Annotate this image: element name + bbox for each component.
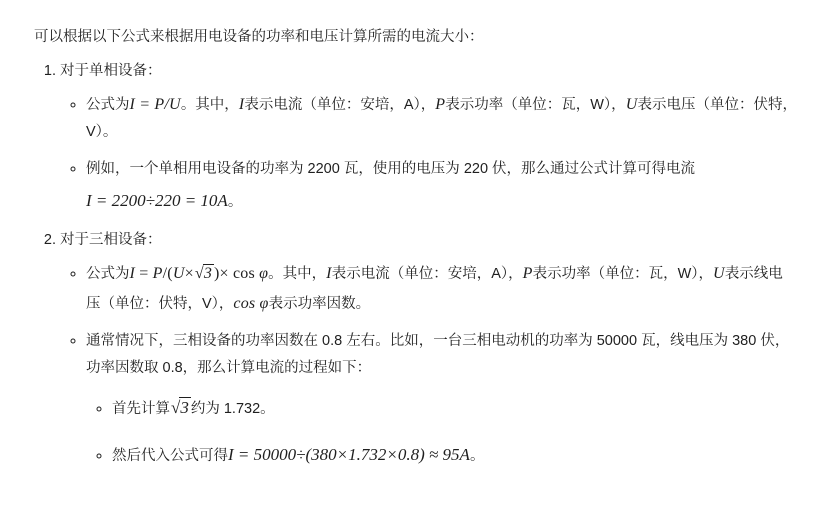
- ordered-list: [34, 59, 797, 473]
- bullet-text: 。: [469, 448, 485, 465]
- formula-three-phase: I = P/(U×√3 )× cos φ: [130, 265, 269, 282]
- bullet-text: 表示线电压（单位：伏特，V），: [86, 266, 783, 312]
- bullet-text: 。: [227, 194, 243, 211]
- formula-example-three-phase: I = 50000÷(380×1.732×0.8) ≈ 95A: [228, 445, 470, 465]
- bullet-text: 例如，一个单相用电设备的功率为 2200 瓦，使用的电压为 220 伏，那么通过公式计算可得电流: [86, 161, 696, 178]
- sqrt-icon: √3: [194, 265, 213, 283]
- bullet-text: 表示电流（单位：安培，A），: [331, 266, 523, 283]
- list-item-three-phase: [60, 228, 797, 472]
- sublist-three-phase: [60, 259, 797, 473]
- bullet-text: 首先计算: [112, 400, 170, 417]
- bullet-text: 表示电压（单位：伏特，V）。: [86, 96, 797, 141]
- symbol-power: P: [435, 95, 446, 113]
- bullet-text: 。其中，: [180, 96, 239, 113]
- section-heading: 对于单相设备：: [60, 63, 162, 80]
- sublist-calculation-steps: [86, 390, 797, 473]
- symbol-current: I: [326, 265, 332, 283]
- list-item-single-phase: [60, 59, 797, 218]
- list-item: [112, 437, 797, 472]
- formula-single-phase: I = P/U: [129, 95, 181, 113]
- symbol-current: I: [238, 95, 245, 113]
- bullet-text: 通常情况下，三相设备的功率因数在 0.8 左右。比如，一台三相电动机的功率为 50000 瓦，线电压为 380 伏，功率因数取 0.8，那么计算电流的过程如下：: [86, 333, 790, 377]
- sqrt3-value: √3: [171, 397, 189, 417]
- bullet-text: 公式为: [86, 266, 130, 283]
- sublist-single-phase: [60, 90, 797, 219]
- symbol-power-factor: cos φ: [233, 294, 269, 312]
- bullet-text: 约为 1.732。: [190, 400, 275, 417]
- bullet-text: 表示功率（单位：瓦，W），: [445, 96, 626, 113]
- symbol-power: P: [522, 265, 533, 283]
- bullet-text: 表示功率因数。: [268, 295, 371, 312]
- bullet-text: 公式为: [86, 96, 130, 113]
- symbol-voltage: U: [625, 95, 638, 113]
- list-item: [86, 259, 797, 318]
- list-item: [112, 390, 797, 425]
- bullet-text: 然后代入公式可得: [112, 448, 228, 465]
- bullet-text: 表示电流（单位：安培，A），: [244, 96, 436, 113]
- symbol-voltage: U: [713, 265, 725, 283]
- section-heading: 对于三相设备：: [60, 232, 162, 249]
- list-item: [86, 90, 797, 146]
- bullet-text: 。其中，: [268, 266, 327, 283]
- list-item: [86, 328, 797, 473]
- bullet-text: 表示功率（单位：瓦，W），: [532, 266, 714, 283]
- formula-example-single-phase: I = 2200÷220 = 10A: [86, 191, 228, 211]
- list-item: [86, 156, 797, 218]
- intro-paragraph: 可以根据以下公式来根据用电设备的功率和电压计算所需的电流大小：: [34, 29, 484, 45]
